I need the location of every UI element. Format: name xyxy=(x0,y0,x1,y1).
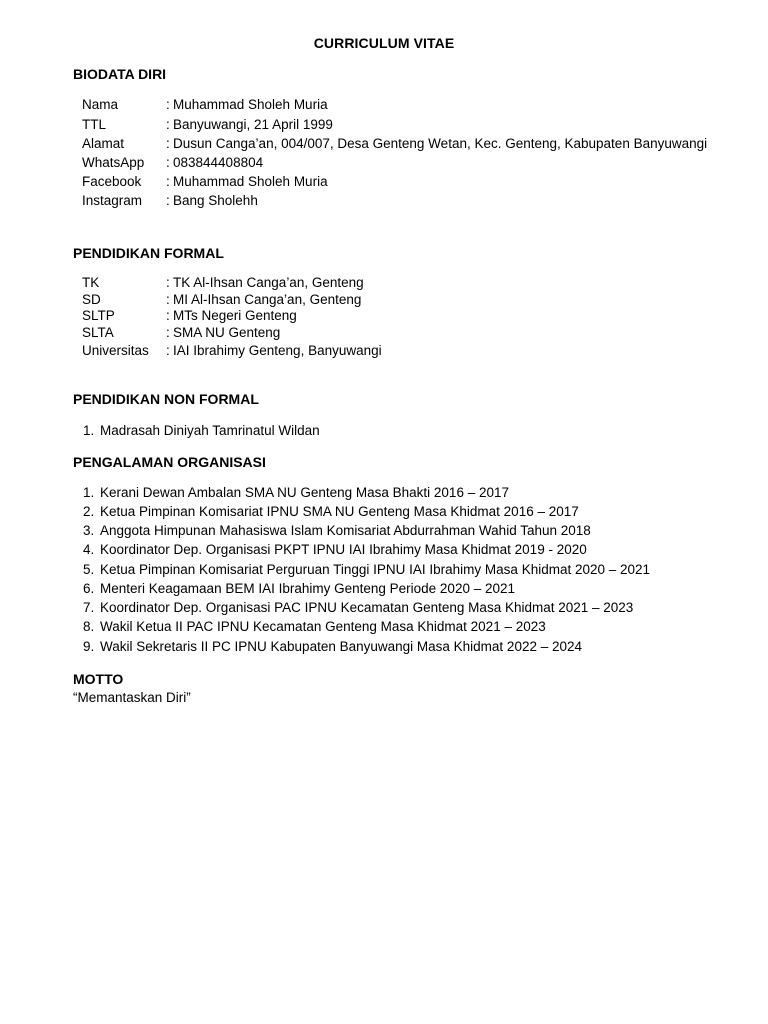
education-value: TK Al-Ihsan Canga’an, Genteng xyxy=(173,275,364,290)
section-heading-pengalaman-organisasi: PENGALAMAN ORGANISASI xyxy=(73,454,266,470)
list-item xyxy=(83,485,509,500)
list-item xyxy=(83,504,579,519)
biodata-row-alamat xyxy=(82,136,707,151)
biodata-separator: : xyxy=(166,136,170,151)
education-label: Universitas xyxy=(82,343,149,358)
list-item-text: Anggota Himpunan Mahasiswa Islam Komisariat Abdurrahman Wahid Tahun 2018 xyxy=(100,523,591,538)
biodata-label: TTL xyxy=(82,117,107,132)
biodata-label: Facebook xyxy=(82,174,142,189)
list-item-number: 2. xyxy=(83,504,95,519)
list-item-number: 3. xyxy=(83,523,95,538)
education-row-universitas xyxy=(82,343,382,358)
list-item xyxy=(83,639,582,654)
education-row-slta xyxy=(82,325,280,340)
list-item xyxy=(83,542,587,557)
biodata-row-nama xyxy=(82,97,328,112)
list-item-number: 8. xyxy=(83,619,95,634)
education-label: SLTA xyxy=(82,325,114,340)
list-item-text: Madrasah Diniyah Tamrinatul Wildan xyxy=(100,423,320,438)
list-item-number: 7. xyxy=(83,600,95,615)
list-item-text: Ketua Pimpinan Komisariat Perguruan Tinggi IPNU IAI Ibrahimy Masa Khidmat 2020 – 2021 xyxy=(100,562,651,577)
biodata-label: Nama xyxy=(82,97,119,112)
list-item xyxy=(83,581,515,596)
list-item-text: Wakil Ketua II PAC IPNU Kecamatan Genteng Masa Khidmat 2021 – 2023 xyxy=(100,619,546,634)
section-heading-motto: MOTTO xyxy=(73,671,124,687)
list-item xyxy=(83,423,320,438)
list-item xyxy=(83,600,633,615)
biodata-value: Banyuwangi, 21 April 1999 xyxy=(173,117,333,132)
biodata-row-ttl xyxy=(82,117,333,132)
list-item-number: 5. xyxy=(83,562,95,577)
education-separator: : xyxy=(166,292,170,307)
biodata-value: Muhammad Sholeh Muria xyxy=(173,97,328,112)
motto-text: “Memantaskan Diri” xyxy=(73,690,191,705)
education-separator: : xyxy=(166,275,170,290)
biodata-value: Bang Sholehh xyxy=(173,193,258,208)
list-item-text: Menteri Keagamaan BEM IAI Ibrahimy Genteng Periode 2020 – 2021 xyxy=(100,581,515,596)
biodata-value: 083844408804 xyxy=(173,155,264,170)
biodata-label: Instagram xyxy=(82,193,143,208)
document-title: CURRICULUM VITAE xyxy=(313,35,455,51)
biodata-separator: : xyxy=(166,193,170,208)
education-row-sltp xyxy=(82,308,297,323)
section-heading-pendidikan-formal: PENDIDIKAN FORMAL xyxy=(73,245,224,261)
education-label: SLTP xyxy=(82,308,115,323)
list-item xyxy=(83,562,650,577)
education-value: MI Al-Ihsan Canga’an, Genteng xyxy=(173,292,362,307)
biodata-row-instagram xyxy=(82,193,258,208)
biodata-value: Dusun Canga’an, 004/007, Desa Genteng Wetan, Kec. Genteng, Kabupaten Banyuwangi xyxy=(173,136,708,151)
list-item-number: 4. xyxy=(83,542,95,557)
education-label: TK xyxy=(82,275,100,290)
education-separator: : xyxy=(166,343,170,358)
list-item-number: 6. xyxy=(83,581,95,596)
section-heading-biodata: BIODATA DIRI xyxy=(73,66,167,82)
education-row-tk xyxy=(82,275,364,290)
list-item-text: Wakil Sekretaris II PC IPNU Kabupaten Banyuwangi Masa Khidmat 2022 – 2024 xyxy=(100,639,583,654)
education-separator: : xyxy=(166,325,170,340)
list-item-number: 1. xyxy=(83,423,95,438)
biodata-separator: : xyxy=(166,174,170,189)
biodata-label: WhatsApp xyxy=(82,155,145,170)
biodata-row-facebook xyxy=(82,174,328,189)
list-item-text: Koordinator Dep. Organisasi PAC IPNU Kecamatan Genteng Masa Khidmat 2021 – 2023 xyxy=(100,600,634,615)
education-separator: : xyxy=(166,308,170,323)
biodata-row-whatsapp xyxy=(82,155,263,170)
list-item-text: Koordinator Dep. Organisasi PKPT IPNU IAI Ibrahimy Masa Khidmat 2019 - 2020 xyxy=(100,542,587,557)
list-item-text: Ketua Pimpinan Komisariat IPNU SMA NU Genteng Masa Khidmat 2016 – 2017 xyxy=(100,504,579,519)
biodata-label: Alamat xyxy=(82,136,125,151)
biodata-separator: : xyxy=(166,155,170,170)
list-item xyxy=(83,619,546,634)
list-item-number: 1. xyxy=(83,485,95,500)
biodata-separator: : xyxy=(166,97,170,112)
list-item xyxy=(83,523,591,538)
list-item-number: 9. xyxy=(83,639,95,654)
education-value: SMA NU Genteng xyxy=(173,325,281,340)
education-row-sd xyxy=(82,292,361,307)
section-heading-pendidikan-non-formal: PENDIDIKAN NON FORMAL xyxy=(73,391,259,407)
list-item-text: Kerani Dewan Ambalan SMA NU Genteng Masa Bhakti 2016 – 2017 xyxy=(100,485,509,500)
biodata-separator: : xyxy=(166,117,170,132)
biodata-value: Muhammad Sholeh Muria xyxy=(173,174,328,189)
education-value: IAI Ibrahimy Genteng, Banyuwangi xyxy=(173,343,382,358)
education-value: MTs Negeri Genteng xyxy=(173,308,297,323)
education-label: SD xyxy=(82,292,101,307)
